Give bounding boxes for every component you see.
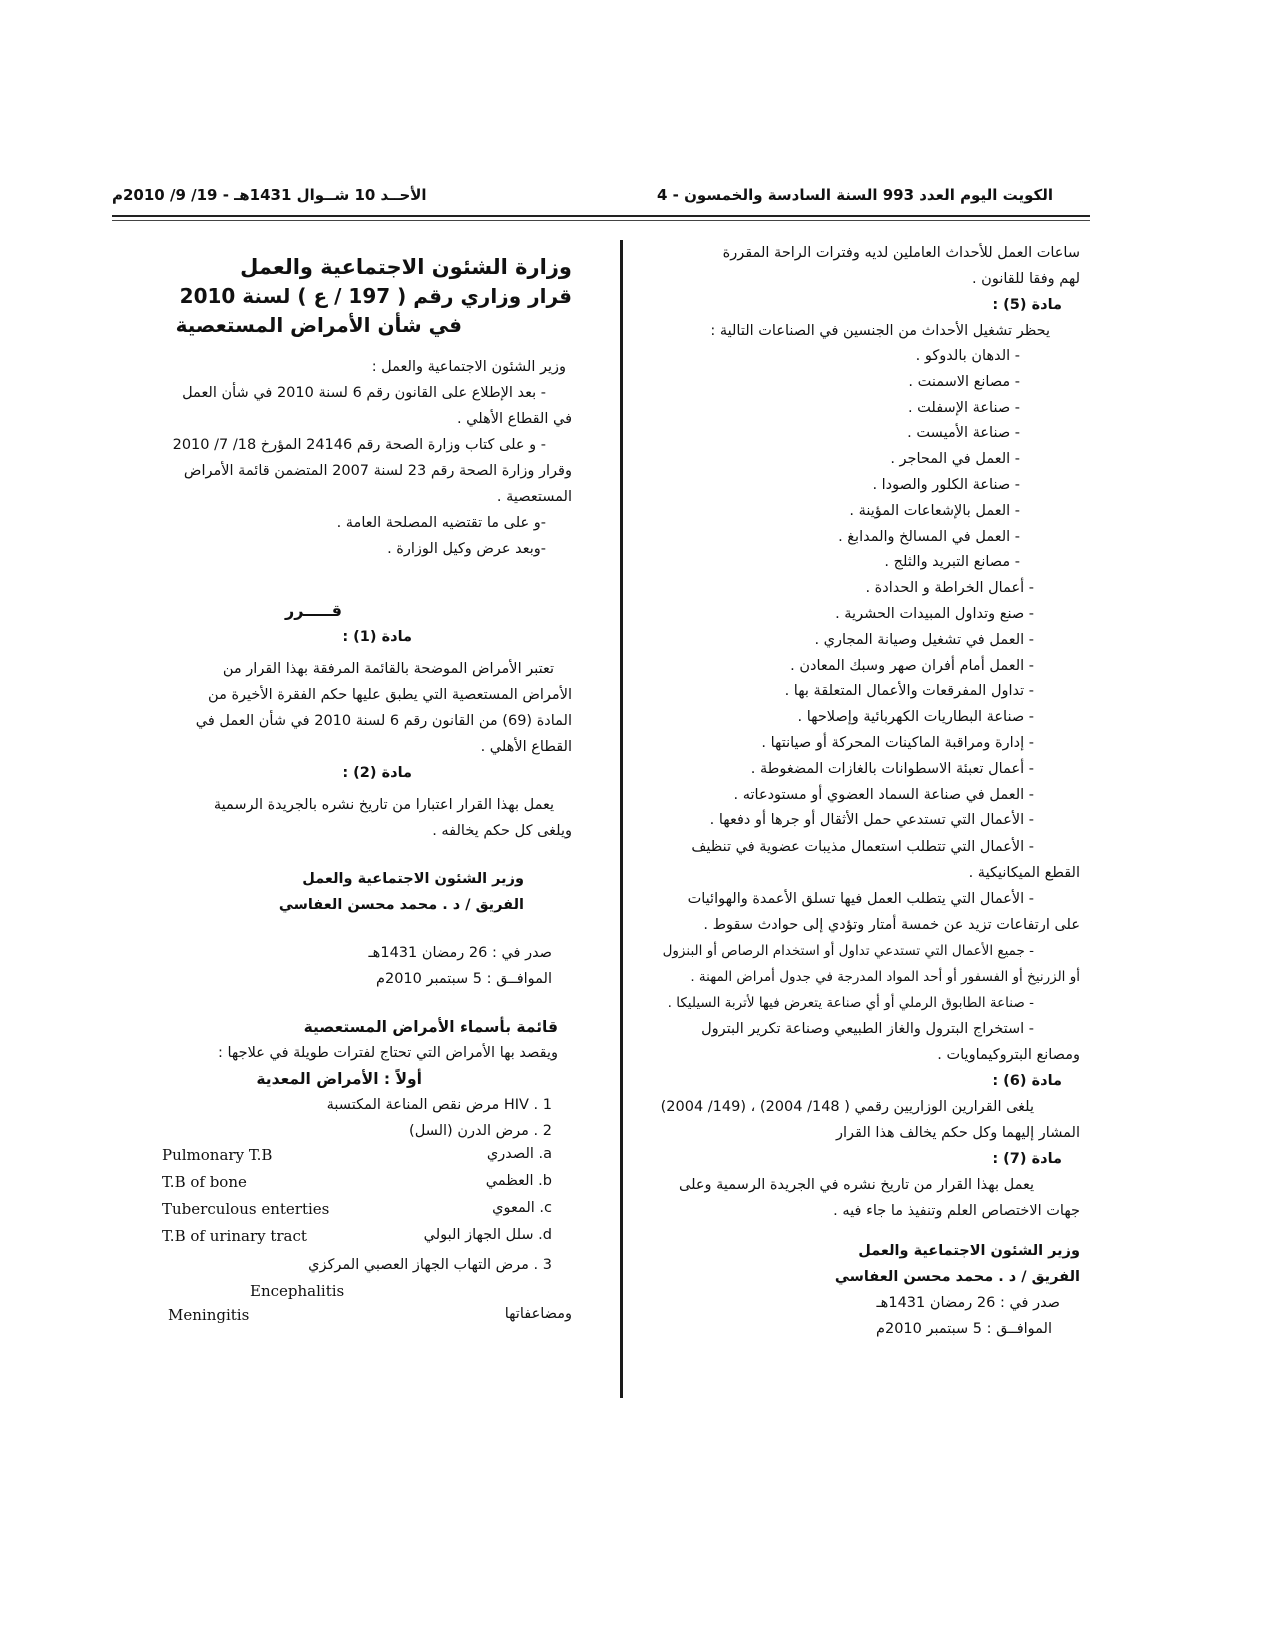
minister-line: وزير الشئون الاجتماعية والعمل : [371,359,566,375]
article-label: مادة (1) : [342,629,412,645]
decided-heading: قـــــرر [285,601,342,620]
disease-item: 1 . HIV مرض نقص المناعة المكتسبة [326,1097,552,1113]
list-item: - صناعة الإسفلت . [907,399,1020,416]
disease-row-ar: ومضاعفاتها [504,1306,572,1322]
list-item: - استخراج البترول والغاز الطبيعي وصناعة تكرير البترول [701,1021,1034,1038]
issued-hijri: صدر في : 26 رمضان 1431هـ [876,1295,1060,1312]
signer-title: وزير الشئون الاجتماعية والعمل [858,1243,1080,1260]
preamble-line: - بعد الإطلاع على القانون رقم 6 لسنة 2010 في شأن العمل [182,385,546,401]
issued-gregorian: الموافــق : 5 سبتمبر 2010م [376,971,552,987]
list-item: - صناعة الأميست . [907,425,1020,442]
list-item: - مصانع الاسمنت . [908,373,1020,390]
list-item: - أعمال الخراطة و الحدادة . [865,580,1034,597]
tb-row-en: T.B of urinary tract [162,1227,307,1245]
article-label: مادة (5) : [992,297,1062,313]
preamble-line: -وبعد عرض وكيل الوزارة . [387,541,546,557]
header-issue: الكويت اليوم العدد 993 السنة السادسة والخمسون - 4 [657,186,1053,204]
list-item: - إدارة ومراقبة الماكينات المحركة أو صيانتها . [761,734,1034,751]
right-column [633,240,1080,1342]
disease-en: Encephalitis [250,1282,345,1300]
list-item: - صناعة الطابوق الرملي أو أي صناعة يتعرض فيها لأتربة السيليكا . [667,995,1034,1012]
preamble-line: وقرار وزارة الصحة رقم 23 لسنة 2007 المتضمن قائمة الأمراض [183,463,572,479]
list-item: - الدهان بالدوكو . [915,348,1020,364]
issued-gregorian: الموافــق : 5 سبتمبر 2010م [876,1321,1052,1338]
tb-row-ar: d. سلل الجهاز البولي [423,1227,552,1243]
article-text: القطاع الأهلي . [480,739,572,755]
article-text: ويلغى كل حكم يخالفه . [432,823,572,839]
tb-row-ar: c. المعوي [492,1200,552,1216]
left-column [130,252,572,1331]
list-item: - العمل أمام أفران صهر وسبك المعادن . [790,657,1034,674]
article-text: يحظر تشغيل الأحداث من الجنسين في الصناعات التالية : [710,323,1050,339]
list-item-cont: أو الزرنيخ أو الفسفور أو أحد المواد المدرجة في جدول أمراض المهنة . [690,969,1080,986]
preamble-line: - و على كتاب وزارة الصحة رقم 24146 المؤرخ 18/ 7/ 2010 [172,437,546,453]
list-title: قائمة بأسماء الأمراض المستعصية [303,1018,558,1036]
preamble-line: -و على ما تقتضيه المصلحة العامة . [336,515,546,531]
list-item: - صناعة البطاريات الكهربائية وإصلاحها . [797,709,1034,726]
tb-row-ar: a. الصدري [486,1146,552,1162]
preamble-line: في القطاع الأهلي . [456,411,572,427]
list-item: - الأعمال التي يتطلب العمل فيها تسلق الأعمدة والهوائيات [687,891,1034,908]
list-item: - جميع الأعمال التي تستدعي تداول أو استخدام الرصاص أو البنزول [662,943,1034,960]
list-item: - العمل في المحاجر . [890,451,1020,468]
tb-row [130,1198,572,1225]
tb-row-en: T.B of bone [162,1173,247,1191]
article-text: الأمراض المستعصية التي يطبق عليها حكم الفقرة الأخيرة من [208,687,572,703]
disease-row-en: Meningitis [168,1306,250,1324]
header-date: الأحــد 10 شــوال 1431هـ - 19/ 9/ 2010م [112,186,427,204]
signer-name: الفريق / د . محمد محسن العفاسي [278,897,524,913]
list-item: - الأعمال التي تستدعي حمل الأثقال أو جرها أو دفعها . [709,812,1034,829]
section-heading: أولاً : الأمراض المعدية [256,1070,422,1088]
list-item: - العمل في المسالخ والمدابغ . [838,528,1020,545]
decree-title: قرار وزاري رقم ( 197 / ع ) لسنة 2010 [179,284,572,308]
list-item-cont: القطع الميكانيكية . [968,865,1080,882]
prohibited-industries-list [633,344,1080,834]
list-item: - الأعمال التي تتطلب استعمال مذيبات عضوية في تنظيف [691,839,1034,856]
intro-line: ساعات العمل للأحداث العاملين لديه وفترات الراحة المقررة [722,245,1080,261]
tb-row-en: Tuberculous enterties [162,1200,330,1218]
list-item: - العمل بالإشعاعات المؤينة . [849,502,1020,519]
article-text: جهات الاختصاص العلم وتنفيذ ما جاء فيه . [833,1203,1080,1220]
list-item: - صنع وتداول المبيدات الحشرية . [835,605,1034,622]
list-item: - صناعة الكلور والصودا . [872,476,1020,493]
article-label: مادة (6) : [992,1073,1062,1090]
list-item: - العمل في تشغيل وصيانة المجاري . [814,631,1034,648]
intro-line: لهم وفقا للقانون . [971,271,1080,287]
list-item-cont: على ارتفاعات تزيد عن خمسة أمتار وتؤدي إلى حوادث سقوط . [703,917,1080,934]
list-item: - أعمال تعبئة الاسطوانات بالغازات المضغوطة . [750,760,1034,777]
list-item: - مصانع التبريد والثلج . [884,554,1020,571]
list-item: - العمل في صناعة السماد العضوي أو مستودعاته . [733,786,1034,803]
tb-row-ar: b. العظمي [485,1173,552,1189]
article-text: يعمل بهذا القرار من تاريخ نشره في الجريدة الرسمية وعلى [678,1177,1034,1194]
list-intro: ويقصد بها الأمراض التي تحتاج لفترات طويلة في علاجها : [218,1045,558,1061]
tb-row [130,1144,572,1171]
preamble-line: المستعصية . [496,489,572,505]
tb-row-en: Pulmonary T.B [162,1146,273,1164]
article-label: مادة (7) : [992,1151,1062,1168]
signer-name: الفريق / د . محمد محسن العفاسي [834,1269,1080,1286]
issued-hijri: صدر في : 26 رمضان 1431هـ [368,945,552,961]
tb-row [130,1225,572,1252]
article-text: المادة (69) من القانون رقم 6 لسنة 2010 في شأن العمل في [195,713,572,729]
article-text: يعمل بهذا القرار اعتبارا من تاريخ نشره بالجريدة الرسمية [213,797,554,813]
signer-title: وزير الشئون الاجتماعية والعمل [302,871,524,887]
column-divider [620,240,623,1398]
header-rule [112,215,1090,217]
list-item-cont: ومصانع البتروكيماويات . [937,1047,1080,1064]
decree-subject: في شأن الأمراض المستعصية [175,313,462,337]
article-text: تعتبر الأمراض الموضحة بالقائمة المرفقة بهذا القرار من [222,661,554,677]
disease-row [130,1304,572,1331]
list-item: - تداول المفرقعات والأعمال المتعلقة بها . [784,683,1034,700]
article-text: المشار إليهما وكل حكم يخالف هذا القرار [836,1125,1080,1142]
disease-item: 3 . مرض التهاب الجهاز العصبي المركزي [308,1257,552,1273]
article-label: مادة (2) : [342,765,412,781]
tb-row [130,1171,572,1198]
disease-item: 2 . مرض الدرن (السل) [409,1123,552,1139]
ministry-title: وزارة الشئون الاجتماعية والعمل [240,255,572,279]
header-rule-thin [112,220,1090,221]
article-text: يلغى القرارين الوزاريين رقمي ( 148/ 2004) ، (149/ 2004) [660,1099,1034,1116]
